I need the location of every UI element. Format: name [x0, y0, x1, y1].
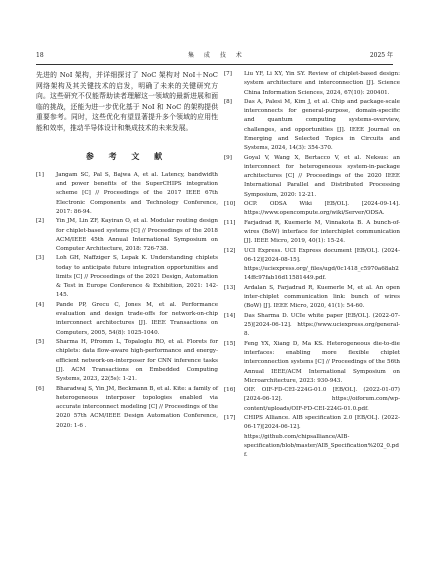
reference-text: Loh GH, Naffziger S, Lepak K. Understanding chiplets today to anticipate future integration opportunities and limits [C] // Proceedings of the 2021 Design, Automation & Test in Europe Conference & Exhibition, 2021: 142-145. — [56, 255, 218, 299]
reference-entry — [224, 200, 400, 219]
right-column — [224, 70, 400, 461]
reference-text: Das Sharma D. UCIe white paper [EB/OL]. (2022-07-25)[2024-06-12]. https://www.uciexpress.org/general-8. — [244, 312, 400, 338]
reference-text: Pande PP, Grecu C, Jones M, et al. Performance evaluation and design trade-offs for network-on-chip interconnect architectures [J]. IEEE Transactions on Computers, 2005, 54(8): 1025-1040. — [56, 301, 218, 336]
reference-text: Bharadwaj S, Yin JM, Beckmann B, et al. Kite: a family of heterogeneous interposer topologies enabled via accurate interconnect modeling [C] // Proceedings of the 2020 57th ACM/IEEE Design Automation Conference, 2020: 1-6 . — [56, 385, 218, 429]
reference-entry — [224, 414, 400, 460]
journal-name: 集 成 技 术 — [188, 52, 246, 59]
reference-number: [7] — [224, 71, 232, 77]
reference-text: Farjadrad R, Kuemerle M, Vinnakota B. A bunch-of-wires (BoW) interface for interchiplet communication [J]. IEEE Micro, 2019, 40(1): 15-24. — [244, 219, 400, 245]
references-heading: 参 考 文 献 — [85, 150, 169, 161]
reference-entry — [224, 247, 400, 284]
reference-number: [12] — [224, 247, 236, 254]
reference-text: Sharma H, Pfromm L, Topaloglu RO, et al. Florets for chiplets: data flow-aware high-performance and energy-efficient network-on-interposer for CNN inference tasks [J]. ACM Transactions on Embedded Computing Systems, 2023, 22(5s): 1-21. — [56, 339, 218, 383]
reference-number: [5] — [36, 339, 44, 346]
reference-entry — [224, 284, 400, 312]
reference-number: [1] — [36, 171, 44, 178]
reference-text: Goyal V, Wang X, Bertacco V, et al. Neksus: an interconnect for heterogeneous system-in-package architectures [C] // Proceedings of the 2020 IEEE International Parallel and Distributed Processing Symposium, 2020: 12-21. — [244, 154, 400, 198]
reference-text: Yin JM, Lin ZF, Kayiran O, et al. Modular routing design for chiplet-based systems [C] // Proceedings of the 2018 ACM/IEEE 45th Annual International Symposium on Computer Architecture, 2018: 726-738. — [56, 218, 218, 252]
reference-number: [4] — [36, 301, 44, 308]
publication-year: 2025 年 — [369, 52, 393, 59]
header-divider — [36, 64, 393, 65]
reference-entry — [224, 312, 400, 340]
reference-number: [14] — [224, 312, 236, 319]
reference-number: [15] — [224, 340, 236, 347]
reference-entry — [224, 154, 400, 200]
reference-list-left — [36, 171, 218, 431]
reference-number: [3] — [36, 255, 44, 262]
reference-entry — [36, 217, 218, 254]
page-number: 18 — [36, 52, 44, 59]
reference-entry — [36, 385, 218, 431]
reference-number: [11] — [224, 219, 236, 226]
reference-entry — [36, 254, 218, 300]
reference-number: [6] — [36, 385, 44, 392]
reference-text: Das A, Palesi M, Kim J, et al. Chip and package-scale interconnects for general-purpose, domain-specific and quantum computing systems-overview, challenges, and opportunities [J]. IEEE Journal on Emerging and Selected Topics in Circuits and Systems, 2024, 14(3): 354-370. — [244, 98, 400, 152]
reference-number: [2] — [36, 218, 44, 225]
reference-number: [17] — [224, 415, 236, 422]
reference-list-right — [224, 70, 400, 460]
reference-entry — [224, 70, 400, 98]
reference-text: Feng YX, Xiang D, Ma KS. Heterogeneous die-to-die interfaces: enabling more flexible chiplet interconnection systems [C] // Proceedings of the 56th Annual IEEE/ACM International Symposium on Microarchitecture, 2023: 930-943. — [244, 340, 400, 384]
reference-entry — [224, 386, 400, 414]
reference-text: CHIPS Alliance. AIB specification 2.0 [EB/OL]. (2022-06-17)[2024-06-12]. https://github.com/chipsalliance/AIB-specification/blob/master/AIB_Specification%202_0.pdf. — [244, 415, 400, 459]
page-header — [36, 50, 393, 62]
reference-number: [9] — [224, 154, 232, 161]
reference-text: UCI Express. UCI Express document [EB/OL]. (2024-06-12)[2024-08-15]. https://uciexpress.org/_files/ugd/0c1418_c5970a68ab214ffc97fab16d11581449.pdf. — [244, 247, 400, 282]
reference-number: [10] — [224, 201, 236, 208]
reference-entry — [224, 219, 400, 247]
body-paragraph: 先进的 NoI 架构，并详细探讨了 NoC 架构对 NoI＋NoC 网络架构及其关键技术的启发，明确了未来的关键研究方向。这些研究不仅能帮助读者理解这一领域的最新进展和面临的挑战，还能为进一步优化基于 NoI 和 NoC 的架构提供重要参考。同时，这些优化有望显著提升多个领域的应用性能和效率，推动半导体设计和集成技术的未来发展。 — [36, 71, 218, 132]
reference-text: Ardalan S, Farjadrad R, Kuemerle M, et al. An open inter-chiplet communication link: bunch of wires (BoW) [J]. IEEE Micro, 2020, 41(1): 54-60. — [244, 284, 400, 310]
reference-entry — [224, 340, 400, 386]
reference-entry — [36, 338, 218, 384]
reference-number: [13] — [224, 284, 236, 291]
reference-text: OCP. ODSA Wiki [EB/OL]. [2024-09-14]. https://www.opencompute.org/wiki/Server/ODSA. — [244, 201, 400, 217]
reference-text: OIF. OIF-FD-CEI-224G-01.0 [EB/OL]. (2022-01-07)[2024-06-12]. https://oiforum.com/wp-content/uploads/OIF-FD-CEI-224G-01.0.pdf. — [244, 387, 400, 412]
reference-entry — [36, 171, 218, 217]
reference-text: Jangam SC, Pal S, Bajwa A, et al. Latency, bandwidth and power benefits of the SuperCHIPS integration scheme [C] // Proceedings of the 2017 IEEE 67th Electronic Components and Technology Conference, 2017: 86-94. — [56, 171, 218, 215]
left-column — [36, 70, 218, 431]
reference-entry — [36, 301, 218, 338]
reference-number: [16] — [224, 387, 236, 394]
reference-number: [8] — [224, 98, 232, 105]
reference-entry — [224, 98, 400, 154]
reference-text: Liu YF, Li XY, Yin SY. Review of chiplet-based design: system architecture and interconnection [J]. Science China Information Sciences, 2024, 67(10): 200401. — [244, 71, 400, 96]
